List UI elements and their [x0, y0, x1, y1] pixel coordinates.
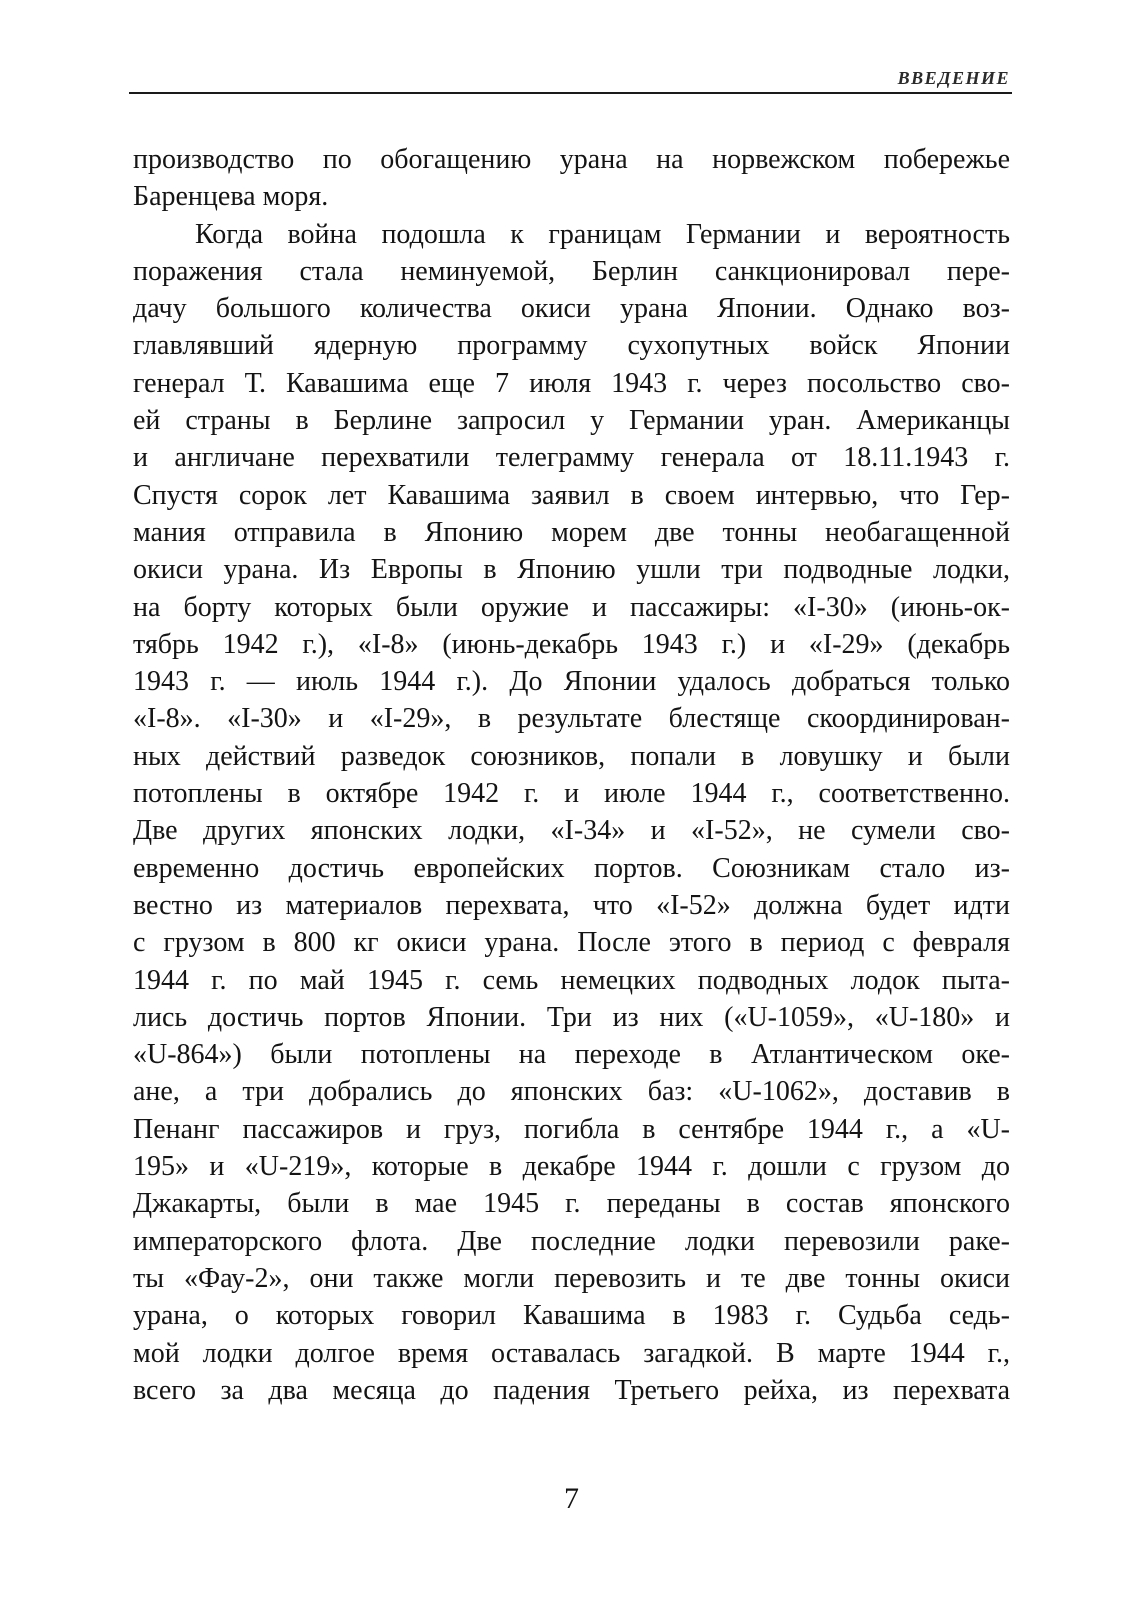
- text-line: и англичане перехватили телеграмму генерала от 18.11.1943 г.: [133, 442, 1010, 474]
- text-line: урана, о которых говорил Кавашима в 1983 г. Судьба седь-: [133, 1300, 1010, 1332]
- text-line: главлявший ядерную программу сухопутных войск Японии: [133, 330, 1010, 362]
- body-text: [133, 141, 1010, 1409]
- text-line: тябрь 1942 г.), «I-8» (июнь-декабрь 1943 г.) и «I-29» (декабрь: [133, 628, 1010, 660]
- text-line: вестно из материалов перехвата, что «I-52» должна будет идти: [133, 889, 1010, 921]
- page-number: 7: [564, 1482, 579, 1515]
- text-line: ты «Фау-2», они также могли перевозить и те две тонны окиси: [133, 1262, 1010, 1294]
- text-line: 195» и «U-219», которые в декабре 1944 г. дошли с грузом до: [133, 1151, 1010, 1183]
- text-line: императорского флота. Две последние лодки перевозили раке-: [133, 1225, 1010, 1257]
- text-line: потоплены в октябре 1942 г. и июле 1944 г., соответственно.: [133, 778, 1010, 810]
- text-line: ей страны в Берлине запросил у Германии уран. Американцы: [133, 405, 1010, 437]
- text-line: окиси урана. Из Европы в Японию ушли три подводные лодки,: [133, 554, 1010, 586]
- text-line: генерал Т. Кавашима еще 7 июля 1943 г. через посольство сво-: [133, 367, 1010, 399]
- text-line: 1943 г. — июль 1944 г.). До Японии удалось добраться только: [133, 666, 1010, 698]
- text-line: на борту которых были оружие и пассажиры: «I-30» (июнь-ок-: [133, 591, 1010, 623]
- text-line: мания отправила в Японию морем две тонны необагащенной: [133, 516, 1010, 548]
- text-line: с грузом в 800 кг окиси урана. После этого в период с февраля: [133, 927, 1010, 959]
- text-line: «U-864») были потоплены на переходе в Атлантическом оке-: [133, 1039, 1010, 1071]
- text-line: Баренцева моря.: [133, 181, 329, 213]
- text-line: ане, а три добрались до японских баз: «U-1062», доставив в: [133, 1076, 1010, 1108]
- header-rule: [129, 92, 1012, 94]
- text-line: дачу большого количества окиси урана Японии. Однако воз-: [133, 293, 1010, 325]
- text-line: Джакарты, были в мае 1945 г. переданы в состав японского: [133, 1188, 1010, 1220]
- text-line: лись достичь портов Японии. Три из них («U-1059», «U-180» и: [133, 1001, 1010, 1033]
- text-line: 1944 г. по май 1945 г. семь немецких подводных лодок пыта-: [133, 964, 1010, 996]
- text-line: Спустя сорок лет Кавашима заявил в своем интервью, что Гер-: [133, 479, 1010, 511]
- text-line: Две других японских лодки, «I-34» и «I-52», не сумели сво-: [133, 815, 1010, 847]
- running-title: ВВЕДЕНИЕ: [897, 68, 1010, 88]
- text-line: ных действий разведок союзников, попали в ловушку и были: [133, 740, 1010, 772]
- text-line: Пенанг пассажиров и груз, погибла в сентябре 1944 г., а «U-: [133, 1113, 1010, 1145]
- text-line: «I-8». «I-30» и «I-29», в результате блестяще скоординирован-: [133, 703, 1010, 735]
- text-line: производство по обогащению урана на норвежском побережье: [133, 144, 1010, 175]
- text-line: мой лодки долгое время оставалась загадкой. В марте 1944 г.,: [133, 1337, 1010, 1369]
- running-header: [0, 0, 1142, 100]
- text-line: поражения стала неминуемой, Берлин санкционировал пере-: [133, 255, 1010, 287]
- text-line: Когда война подошла к границам Германии и вероятность: [195, 218, 1010, 250]
- text-line: всего за два месяца до падения Третьего рейха, из перехвата: [133, 1374, 1010, 1406]
- text-line: евременно достичь европейских портов. Союзникам стало из-: [133, 852, 1010, 884]
